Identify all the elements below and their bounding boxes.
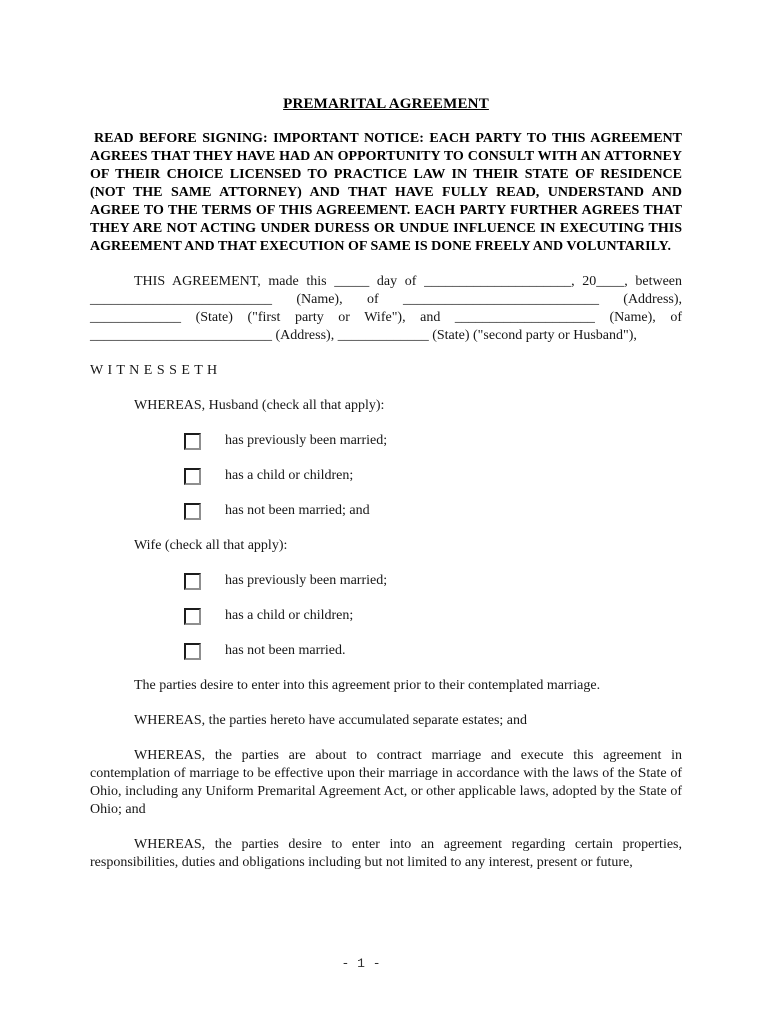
notice-paragraph: READ BEFORE SIGNING: IMPORTANT NOTICE: EACH PARTY TO THIS AGREEMENT AGREES THAT THEY HAVE HAD AN OPPORTUNITY TO CONSULT WITH AN ATTORNEY OF THEIR CHOICE LICENSED TO PRACTICE LAW IN THEIR STATE OF RESIDENCE (NOT THE SAME ATTORNEY) AND THAT HAVE FULLY READ, UNDERSTAND AND AGREE TO THE TERMS OF THIS AGREEMENT. EACH PARTY FURTHER AGREES THAT THEY ARE NOT ACTING UNDER DURESS OR UNDUE INFLUENCE IN EXECUTING THIS AGREEMENT AND THAT EXECUTION OF SAME IS DONE FREELY AND VOLUNTARILY.	[90, 131, 682, 254]
husband-checkbox-row-2	[184, 467, 682, 485]
wife-married-checkbox[interactable]	[184, 573, 201, 590]
husband-married-checkbox[interactable]	[184, 433, 201, 450]
whereas-properties-paragraph: WHEREAS, the parties desire to enter into an agreement regarding certain properties, responsibilities, duties and obligations including but not limited to any interest, present or future,	[90, 837, 682, 870]
checkbox-label: has previously been married;	[225, 573, 388, 588]
witnesseth-heading: W I T N E S S E T H	[90, 363, 218, 378]
checkbox-label: has not been married.	[225, 643, 346, 658]
wife-not-married-checkbox[interactable]	[184, 643, 201, 660]
checkbox-label: has a child or children;	[225, 468, 354, 483]
whereas-marriage-paragraph: WHEREAS, the parties are about to contract marriage and execute this agreement in contemplation of marriage to be effective upon their marriage in accordance with the laws of the State of Ohio, including any Uniform Premarital Agreement Act, or other applicable laws, adopted by the State of Ohio; and	[90, 748, 682, 817]
checkbox-label: has a child or children;	[225, 608, 354, 623]
wife-children-checkbox[interactable]	[184, 608, 201, 625]
agreement-intro-paragraph: THIS AGREEMENT, made this _____ day of _____________________, 20____, between __________________________ (Name), of ____________________________ (Address), _____________ (State) ("first party or Wife"), and ____________________ (Name), of __________________________ (Address), _____________ (State) ("second party or Husband"),	[90, 274, 682, 343]
husband-checklist-heading: WHEREAS, Husband (check all that apply):	[134, 398, 385, 413]
wife-checkbox-row-1	[184, 572, 682, 590]
whereas-estates-paragraph: WHEREAS, the parties hereto have accumulated separate estates; and	[134, 713, 528, 728]
page-number: - 1 -	[341, 956, 381, 971]
document-title: PREMARITAL AGREEMENT	[283, 96, 489, 112]
wife-checkbox-row-3	[184, 642, 682, 660]
wife-checkbox-row-2	[184, 607, 682, 625]
desire-paragraph: The parties desire to enter into this agreement prior to their contemplated marriage.	[134, 678, 601, 693]
husband-checkbox-row-3	[184, 502, 682, 520]
husband-checkbox-row-1	[184, 432, 682, 450]
checkbox-label: has previously been married;	[225, 433, 388, 448]
husband-not-married-checkbox[interactable]	[184, 503, 201, 520]
husband-children-checkbox[interactable]	[184, 468, 201, 485]
wife-checklist-heading: Wife (check all that apply):	[134, 538, 288, 553]
checkbox-label: has not been married; and	[225, 503, 370, 518]
